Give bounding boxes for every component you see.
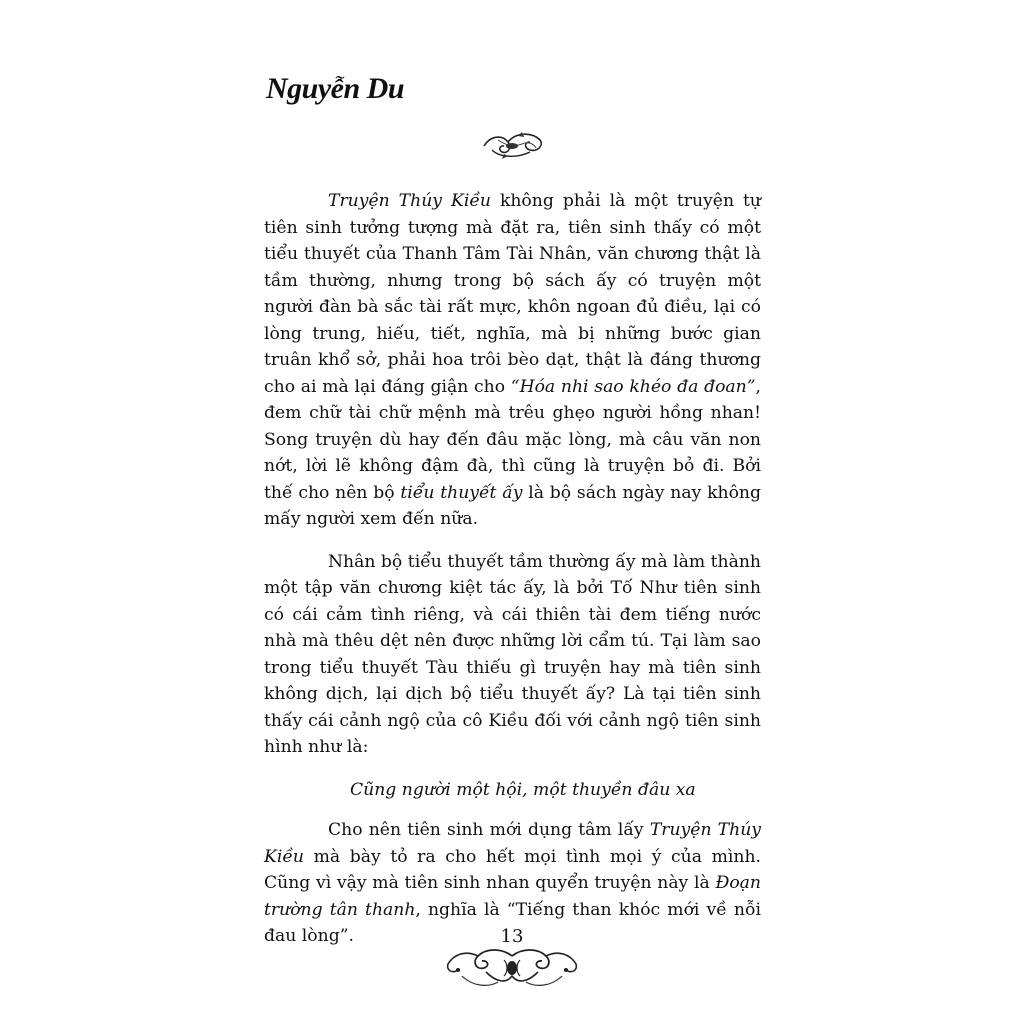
floral-flourish-icon: [478, 128, 546, 162]
text-run: không phải là một truyện tự tiên sinh tưởng tượng mà đặt ra, tiên sinh thấy có một tiểu thuyết của Thanh Tâm Tài Nhân, văn chương thật là tầm thường, nhưng trong bộ sách ấy có truyện một người đàn bà sắc tài rất mực, khôn ngoan đủ điều, lại có lòng trung, hiếu, tiết, nghĩa, mà bị những bước gian truân khổ sở, phải hoa trôi bèo dạt, thật là đáng thương cho ai mà lại đáng giận cho: [264, 191, 762, 397]
paragraph-2: Nhân bộ tiểu thuyết tầm thường ấy mà làm thành một tập văn chương kiệt tác ấy, là bởi Tố Như tiên sinh có cái cảm tình riêng, và cái thiên tài đem tiếng nước nhà mà thêu dệt nên được những lời cẩm tú. Tại làm sao trong tiểu thuyết Tàu thiếu gì truyện hay mà tiên sinh không dịch, lại dịch bộ tiểu thuyết ấy? Là tại tiên sinh thấy cái cảnh ngộ của cô Kiều đối với cảnh ngộ tiên sinh hình như là:: [264, 551, 761, 757]
page-number: 13: [500, 926, 524, 947]
verse-line: Cũng người một hội, một thuyền đâu xa: [350, 779, 696, 800]
running-header-author: Nguyễn Du: [266, 72, 405, 105]
italic-quote: “Hóa nhi sao khéo đa đoan”: [510, 376, 756, 397]
acanthus-scroll-icon: [442, 946, 582, 992]
text-run: mà bày tỏ ra cho hết mọi tình mọi ý của mình. Cũng vì vậy mà tiên sinh nhan quyển truyện này là: [264, 846, 761, 893]
text-run: là bộ sách ngày nay không mấy người xem đến nữa.: [264, 482, 761, 529]
text-run: , đem chữ tài chữ mệnh mà trêu ghẹo người hồng nhan! Song truyện dù hay đến đâu mặc lòng, mà câu văn non nớt, lời lẽ không đậm đà, thì cũng là truyện bỏ đi. Bởi thế cho nên bộ: [264, 376, 761, 503]
italic-term: tiểu thuyết ấy: [400, 482, 523, 503]
text-run: Cho nên tiên sinh mới dụng tâm lấy: [328, 820, 650, 840]
main-text: [264, 188, 761, 966]
text-run: , nghĩa là “Tiếng than khóc mới về nỗi đau lòng”.: [264, 899, 761, 946]
italic-title: Đoạn trường tân thanh: [264, 873, 761, 920]
paragraph-1: [264, 188, 761, 533]
italic-title: Truyện Thúy Kiều: [328, 191, 491, 211]
italic-title: Truyện Thúy Kiều: [264, 820, 761, 867]
